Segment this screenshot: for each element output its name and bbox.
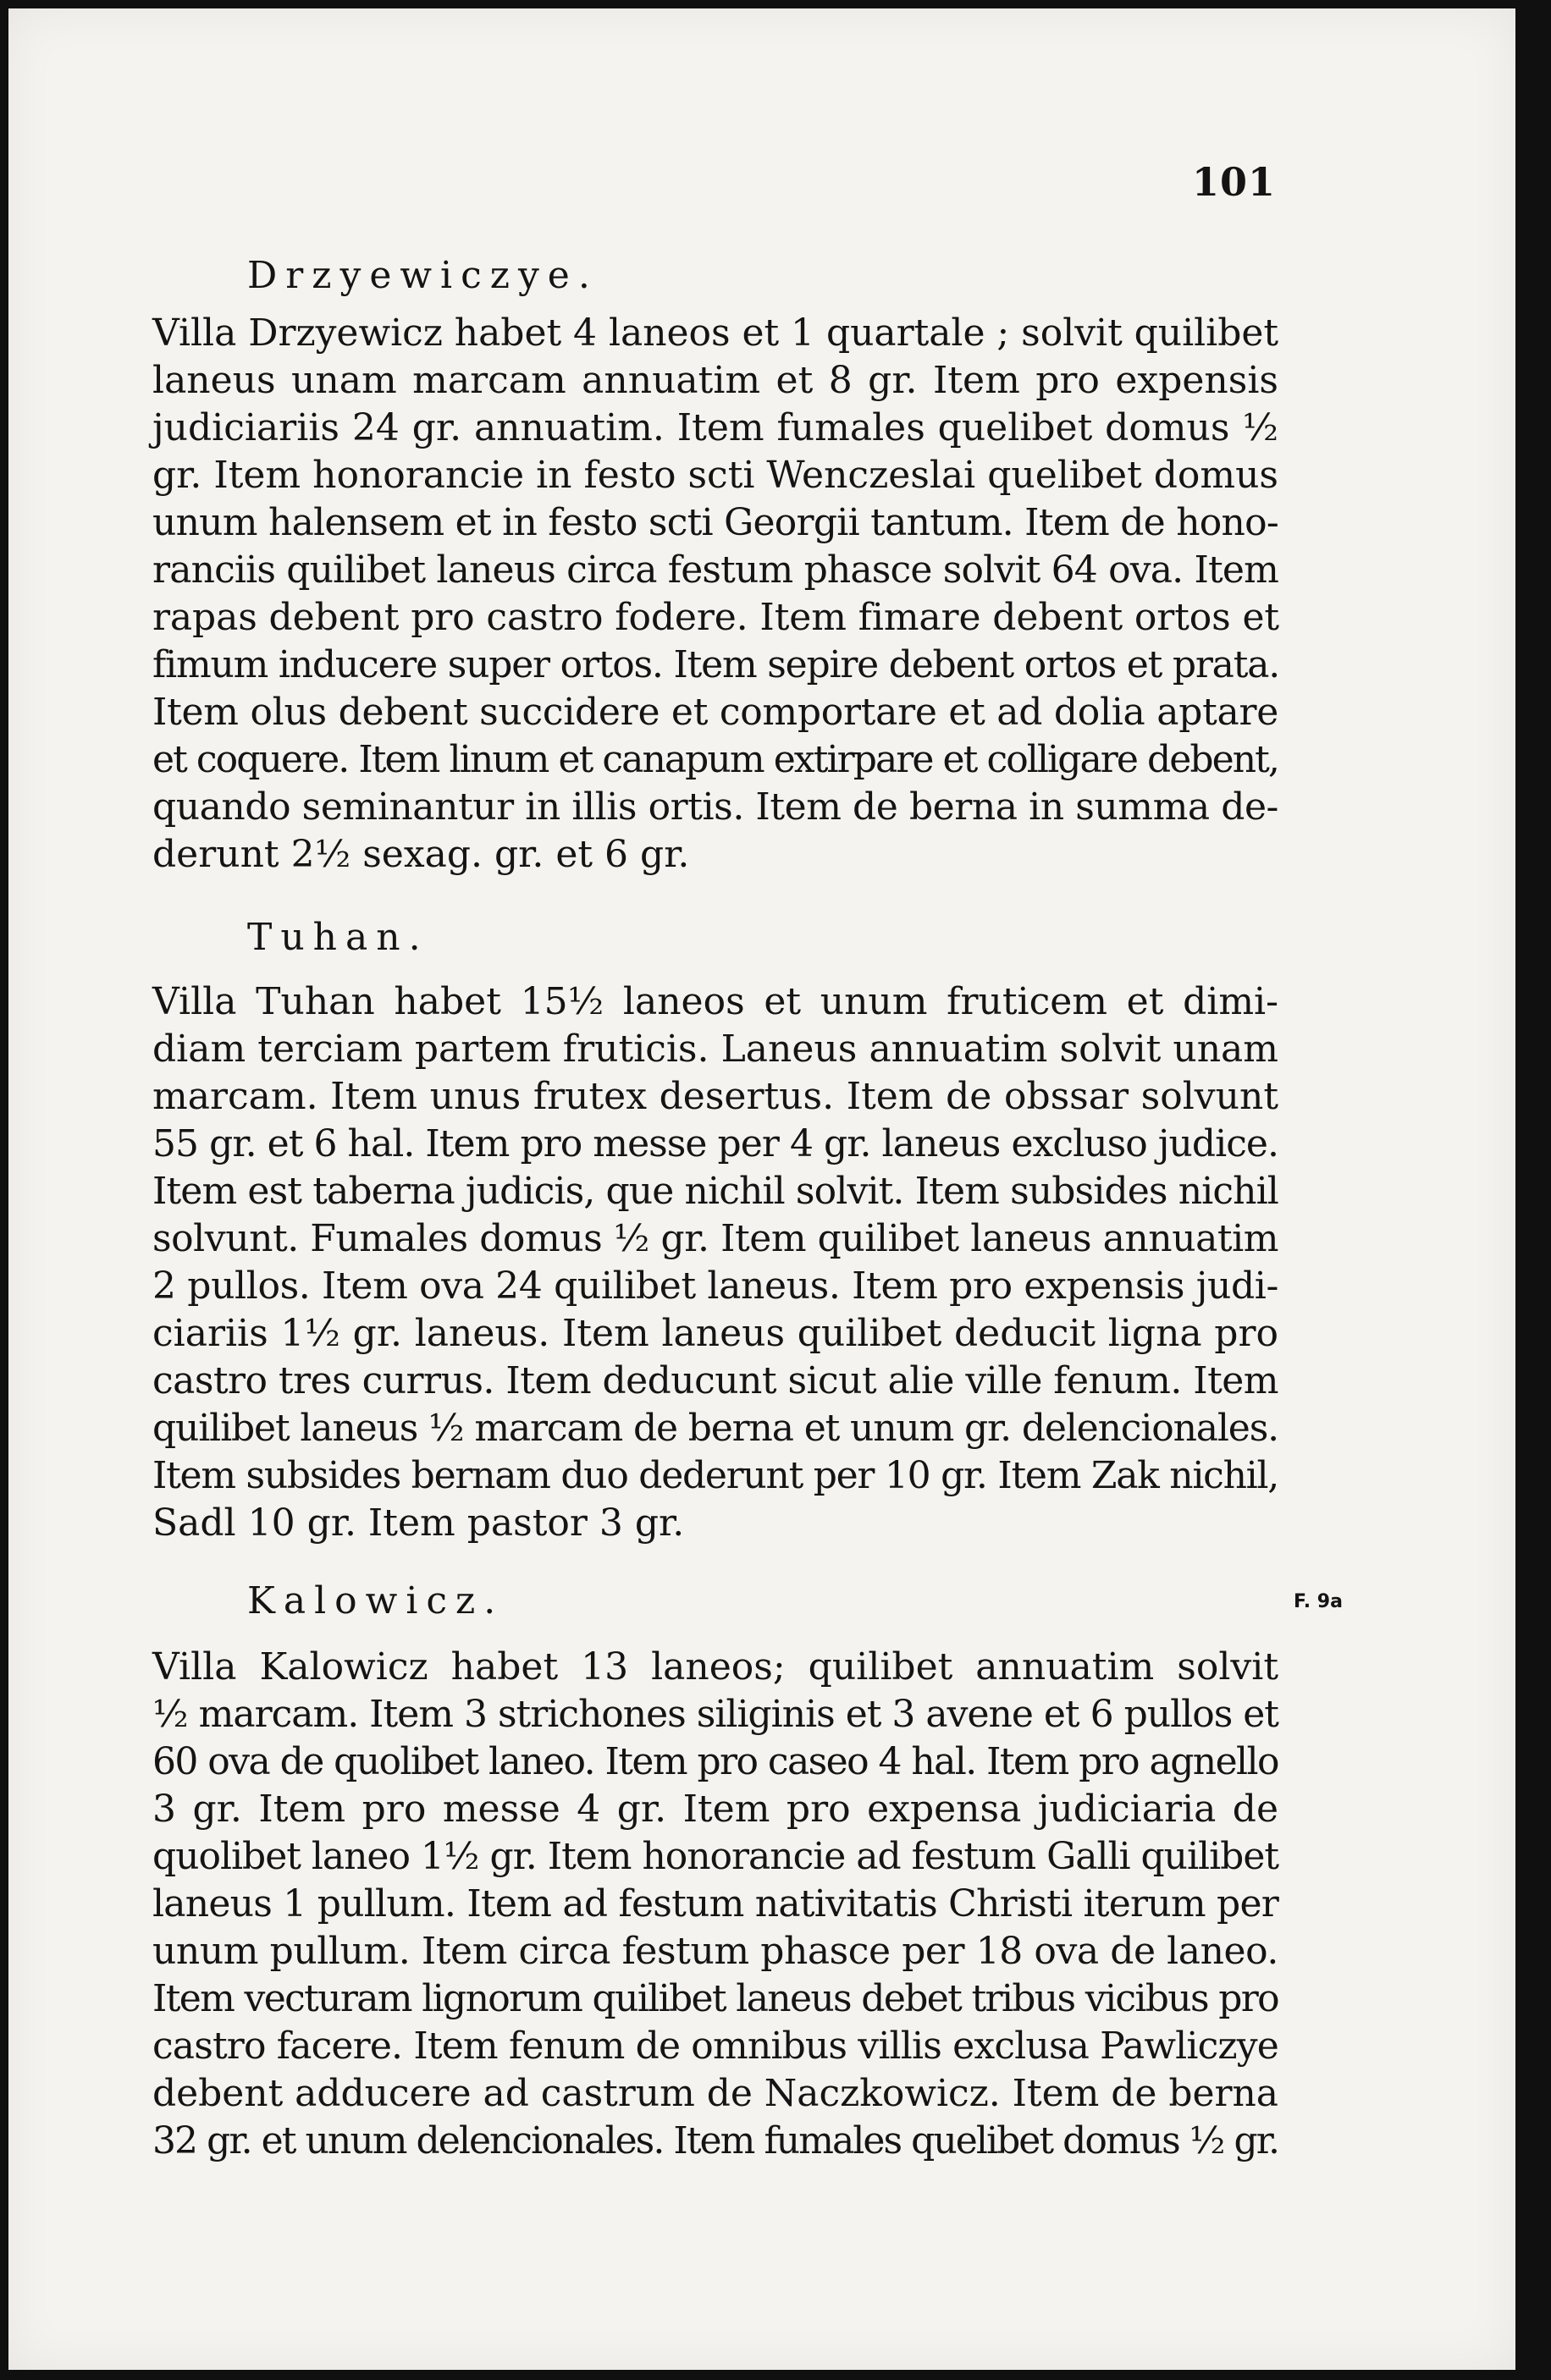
section-heading-kalowicz: Kalowicz.: [247, 1579, 505, 1622]
text-line: unum pullum. Item circa festum phasce per 18 ova de laneo.: [152, 1930, 1278, 1973]
text-line: Item olus debent succidere et comportare et ad dolia aptare: [152, 691, 1279, 734]
text-line: debent adducere ad castrum de Naczkowicz. Item de berna: [152, 2072, 1278, 2115]
text-line: quilibet laneus ½ marcam de berna et unum gr. delencionales.: [152, 1407, 1278, 1450]
text-line: castro tres currus. Item deducunt sicut alie ville fenum. Item: [152, 1359, 1278, 1402]
text-line: 2 pullos. Item ova 24 quilibet laneus. Item pro expensis judi-: [152, 1264, 1278, 1308]
text-line: 60 ova de quolibet laneo. Item pro caseo 4 hal. Item pro agnello: [152, 1740, 1278, 1783]
text-line: 32 gr. et unum delencionales. Item fumales quelibet domus ½ gr.: [152, 2119, 1278, 2162]
text-line: Villa Drzyewicz habet 4 laneos et 1 quartale ; solvit quilibet: [152, 311, 1278, 355]
section-body-drzyewiczye: [152, 310, 1278, 879]
text-line: Item subsides bernam duo dederunt per 10 gr. Item Zak nichil,: [152, 1454, 1278, 1497]
text-line: 3 gr. Item pro messe 4 gr. Item pro expensa judiciaria de: [152, 1788, 1278, 1831]
text-line: laneus unam marcam annuatim et 8 gr. Item pro expensis: [152, 359, 1278, 402]
text-line: gr. Item honorancie in festo scti Wenczeslai quelibet domus: [152, 454, 1278, 497]
text-line: fimum inducere super ortos. Item sepire debent ortos et prata.: [152, 643, 1280, 686]
book-page: [8, 8, 1515, 2370]
text-line: solvunt. Fumales domus ½ gr. Item quilibet laneus annuatim: [152, 1217, 1278, 1260]
text-line: quando seminantur in illis ortis. Item de berna in summa de-: [152, 785, 1278, 829]
text-line: castro facere. Item fenum de omnibus villis exclusa Pawliczye: [152, 2025, 1278, 2068]
text-line: Villa Kalowicz habet 13 laneos; quilibet annuatim solvit: [152, 1645, 1278, 1689]
text-line: Sadl 10 gr. Item pastor 3 gr.: [152, 1501, 685, 1545]
section-body-tuhan: [152, 978, 1278, 1547]
text-line: rapas debent pro castro fodere. Item fimare debent ortos et: [152, 596, 1279, 639]
section-heading-drzyewiczye: Drzyewiczye.: [247, 254, 599, 297]
section-body-kalowicz: [152, 1644, 1278, 2165]
text-line: 55 gr. et 6 hal. Item pro messe per 4 gr. laneus excluso judice.: [152, 1122, 1278, 1165]
margin-folio-note: F. 9a: [1294, 1591, 1343, 1612]
text-line: et coquere. Item linum et canapum extirpare et colligare debent,: [152, 738, 1278, 781]
text-line: diam terciam partem fruticis. Laneus annuatim solvit unam: [152, 1027, 1278, 1071]
text-line: Villa Tuhan habet 15½ laneos et unum fruticem et dimi-: [152, 980, 1278, 1023]
text-line: laneus 1 pullum. Item ad festum nativitatis Christi iterum per: [152, 1882, 1278, 1925]
text-line: quolibet laneo 1½ gr. Item honorancie ad festum Galli quilibet: [152, 1835, 1278, 1878]
page-number: 101: [1192, 159, 1277, 205]
text-line: judiciariis 24 gr. annuatim. Item fumales quelibet domus ½: [152, 406, 1278, 449]
text-line: ½ marcam. Item 3 strichones siliginis et 3 avene et 6 pullos et: [152, 1693, 1278, 1736]
text-line: marcam. Item unus frutex desertus. Item de obssar solvunt: [152, 1075, 1278, 1118]
text-line: ranciis quilibet laneus circa festum phasce solvit 64 ova. Item: [152, 548, 1278, 592]
text-line: Item est taberna judicis, que nichil solvit. Item subsides nichil: [152, 1170, 1278, 1213]
text-line: derunt 2½ sexag. gr. et 6 gr.: [152, 833, 690, 876]
text-line: ciariis 1½ gr. laneus. Item laneus quilibet deducit ligna pro: [152, 1312, 1278, 1355]
section-heading-tuhan: Tuhan.: [247, 916, 429, 959]
text-line: Item vecturam lignorum quilibet laneus debet tribus vicibus pro: [152, 1977, 1278, 2020]
text-line: unum halensem et in festo scti Georgii tantum. Item de hono-: [152, 501, 1278, 544]
